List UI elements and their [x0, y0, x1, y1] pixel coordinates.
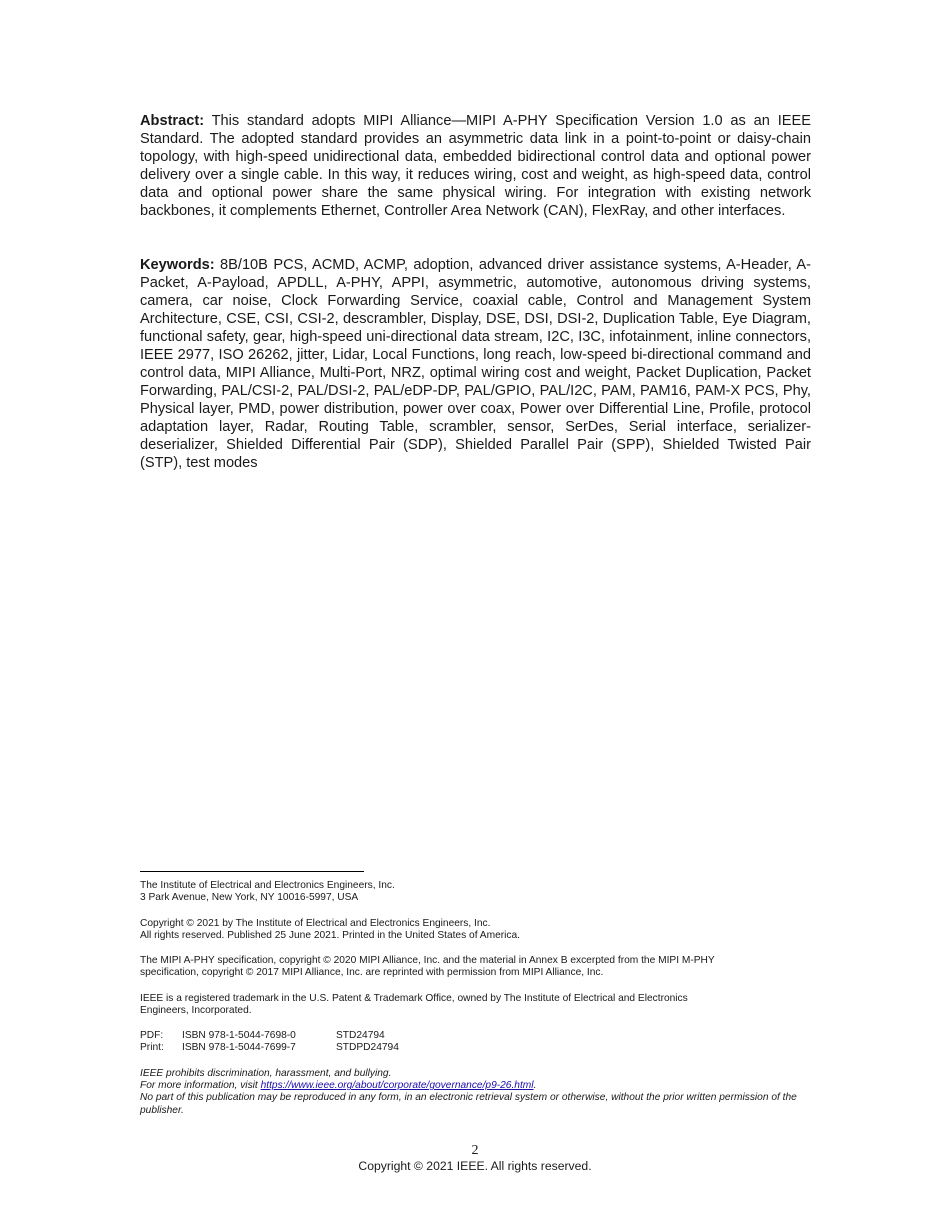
mipi-line-1: The MIPI A-PHY specification, copyright © 2020 MIPI Alliance, Inc. and the material in Annex B excerpted from the MIPI M-PHY: [140, 955, 715, 966]
isbn-std: STDPD24794: [336, 1042, 399, 1054]
publisher-info: [140, 880, 811, 904]
trademark-line-1: IEEE is a registered trademark in the U.S. Patent & Trademark Office, owned by The Institute of Electrical and Electronics: [140, 993, 688, 1004]
notice-line-1: IEEE prohibits discrimination, harassment, and bullying.: [140, 1068, 392, 1079]
page-footer: Copyright © 2021 IEEE. All rights reserved.: [358, 1159, 592, 1173]
isbn-row-pdf: [140, 1030, 811, 1042]
isbn-format: Print:: [140, 1042, 164, 1054]
footnote-divider: [140, 871, 364, 872]
keywords-label: Keywords:: [140, 257, 215, 273]
publisher-address: 3 Park Avenue, New York, NY 10016-5997, USA: [140, 892, 359, 904]
policy-link[interactable]: https://www.ieee.org/about/corporate/governance/p9-26.html: [260, 1080, 534, 1092]
keywords-text: 8B/10B PCS, ACMD, ACMP, adoption, advanced driver assistance systems, A-Header, A-Packet, A-Payload, APDLL, A-PHY, APPI, asymmetric, automotive, autonomous driving systems, camera, car noise, Clock Forwarding Service, coaxial cable, Control and Management System Architecture, CSE, CSI, CSI-2, descrambler, Display, DSE, DSI, DSI-2, Duplication Table, Eye Diagram, functional safety, gear, high-speed uni-directional data stream, I2C, I3C, infotainment, inline connectors, IEEE 2977, ISO 26262, jitter, Lidar, Local Functions, long reach, low-speed bi-directional command and control data, MIPI Alliance, Multi-Port, NRZ, optimal wiring cost and weight, Packet Duplication, Packet Forwarding, PAL/CSI-2, PAL/DSI-2, PAL/eDP-DP, PAL/GPIO, PAL/I2C, PAM, PAM16, PAM-X PCS, Phy, Physical layer, PMD, power distribution, power over coax, Power over Differential Line, Profile, protocol adaptation layer, Radar, Routing Table, scrambler, sensor, SerDes, Serial interface, serializer-deserializer, Shielded Differential Pair (SDP), Shielded Parallel Pair (SPP), Shielded Twisted Pair (STP), test modes: [140, 257, 811, 471]
copyright-line: Copyright © 2021 by The Institute of Electrical and Electronics Engineers, Inc.: [140, 918, 491, 929]
isbn-format: PDF:: [140, 1030, 164, 1041]
notice-line-3: No part of this publication may be reproduced in any form, in an electronic retrieval system or otherwise, without the prior written permission of the publisher.: [140, 1092, 797, 1116]
trademark-notice: [140, 993, 811, 1017]
notice-line-2: [140, 1080, 811, 1092]
publisher-name: The Institute of Electrical and Electronics Engineers, Inc.: [140, 880, 395, 891]
rights-line: All rights reserved. Published 25 June 2021. Printed in the United States of America.: [140, 930, 520, 942]
abstract-paragraph: [140, 112, 811, 220]
isbn-std: STD24794: [336, 1030, 385, 1041]
notice-prefix: For more information, visit: [140, 1080, 261, 1092]
mipi-permission: [140, 955, 811, 979]
abstract-text: This standard adopts MIPI Alliance—MIPI A-PHY Specification Version 1.0 as an IEEE Standard. The adopted standard provides an asymmetric data link in a point-to-point or daisy-chain topology, with high-speed unidirectional data, embedded bidirectional control data and optional power delivery over a single cable. In this way, it reduces wiring, cost and weight, as high-speed data, control data and optional power share the same physical wiring. For integration with existing network backbones, it complements Ethernet, Controller Area Network (CAN), FlexRay, and other interfaces.: [140, 113, 811, 219]
policy-notice: [140, 1068, 811, 1117]
copyright-info: [140, 918, 811, 942]
keywords-paragraph: [140, 256, 811, 472]
isbn-number: ISBN 978-1-5044-7699-7: [182, 1042, 296, 1054]
trademark-line-2: Engineers, Incorporated.: [140, 1005, 252, 1017]
abstract-label: Abstract:: [140, 113, 205, 129]
mipi-line-2: specification, copyright © 2017 MIPI Alliance, Inc. are reprinted with permission from MIPI Alliance, Inc.: [140, 967, 604, 979]
notice-suffix: .: [533, 1080, 537, 1092]
document-page: [140, 0, 811, 1230]
page-number: 2: [471, 1143, 479, 1158]
isbn-table: [140, 1030, 811, 1054]
isbn-number: ISBN 978-1-5044-7698-0: [182, 1030, 296, 1041]
isbn-row-print: [140, 1042, 811, 1054]
